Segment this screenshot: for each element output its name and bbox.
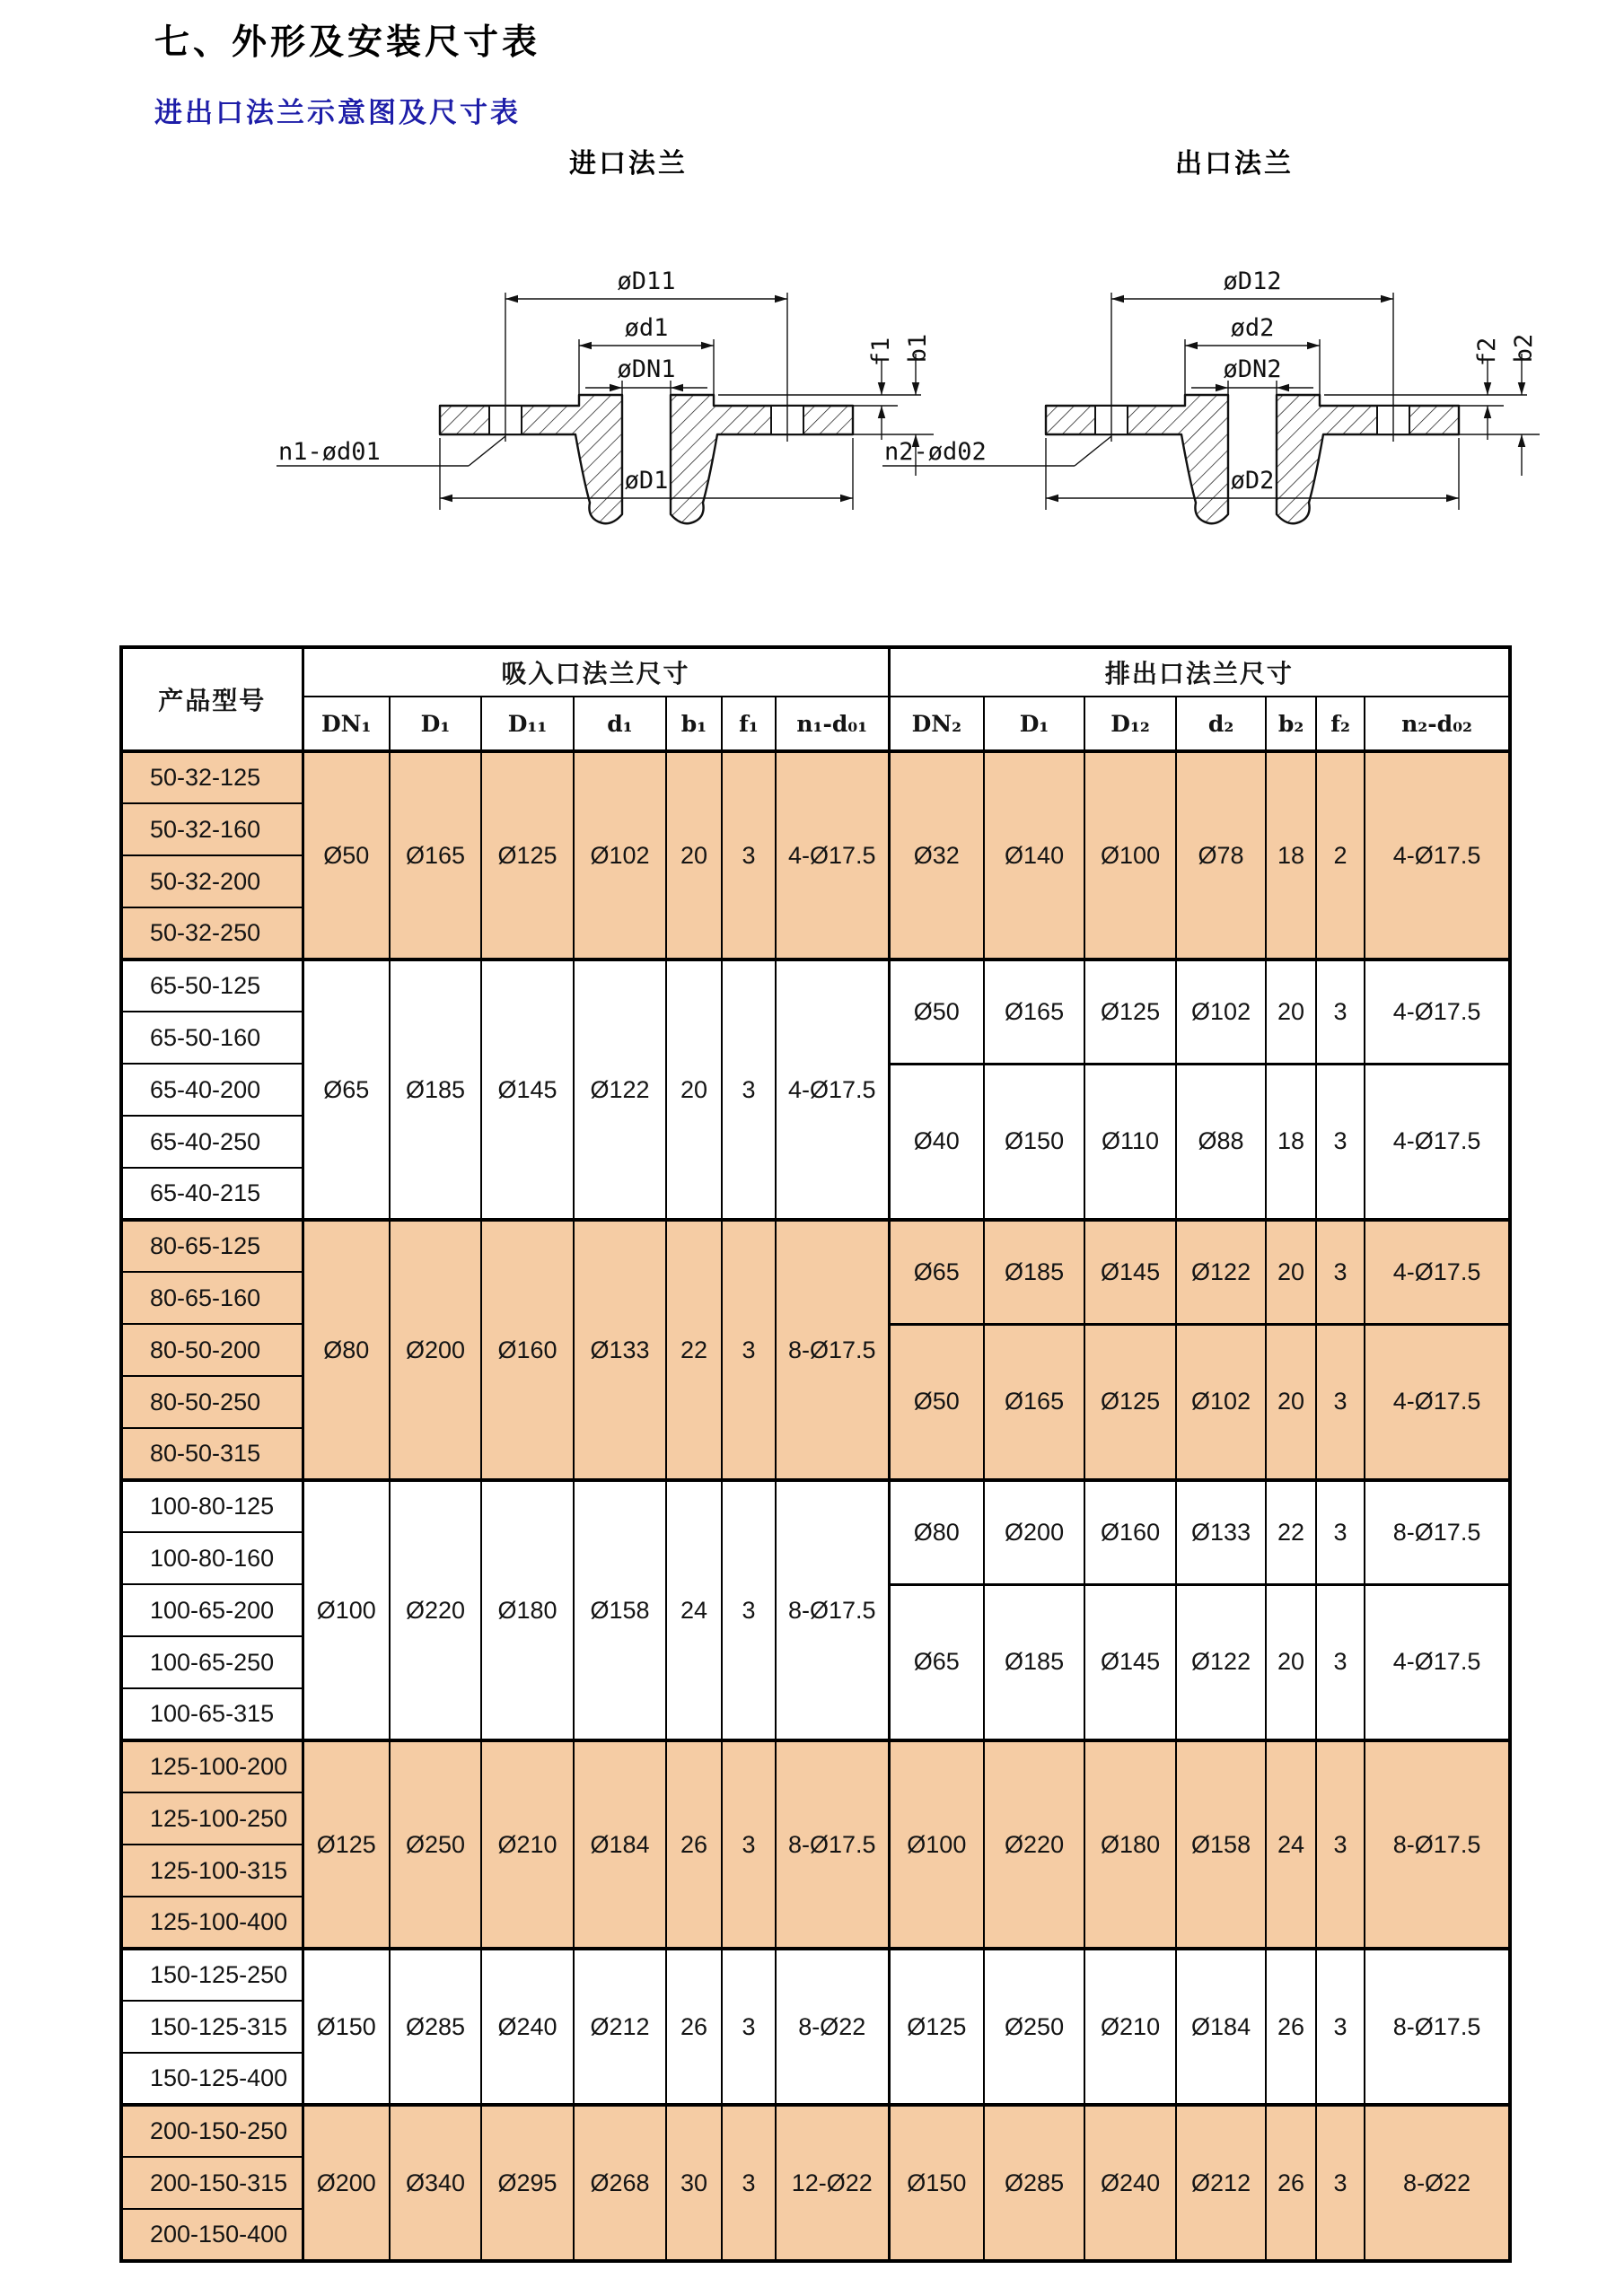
discharge-value-cell: 4-Ø17.5 [1365,1064,1510,1220]
inlet-flange-title: 进口法兰 [569,149,688,179]
suction-value-cell: Ø165 [390,751,481,960]
inlet-dim-bore-label: øDN1 [617,355,676,383]
table-row [121,1480,1510,1532]
discharge-value-cell: Ø122 [1176,1220,1266,1324]
discharge-value-cell: 22 [1266,1480,1316,1584]
discharge-flange-group-header: 排出口法兰尺寸 [889,647,1510,697]
product-model-cell: 200-150-315 [121,2157,303,2209]
outlet-flange-diagram [875,126,1558,548]
suction-value-cell: Ø122 [574,960,666,1220]
discharge-value-cell: Ø122 [1176,1584,1266,1740]
suction-value-cell: Ø184 [574,1740,666,1949]
product-model-cell: 100-80-160 [121,1532,303,1584]
discharge-value-cell: 20 [1266,1584,1316,1740]
discharge-value-cell: 3 [1316,2105,1365,2261]
col-header-d2-small: d₂ [1176,697,1266,751]
product-model-cell: 50-32-200 [121,855,303,907]
inlet-dim-outer-dia-label: øD1 [624,467,669,495]
suction-value-cell: 3 [722,2105,776,2261]
discharge-value-cell: Ø110 [1084,1064,1176,1220]
suction-value-cell: Ø80 [303,1220,390,1480]
page-subtitle: 进出口法兰示意图及尺寸表 [154,97,521,128]
discharge-value-cell: 4-Ø17.5 [1365,1584,1510,1740]
suction-value-cell: 8-Ø17.5 [776,1480,889,1740]
suction-value-cell: Ø160 [481,1220,574,1480]
discharge-value-cell: Ø212 [1176,2105,1266,2261]
suction-value-cell: Ø102 [574,751,666,960]
discharge-value-cell: Ø185 [984,1220,1084,1324]
suction-value-cell: 26 [666,1740,722,1949]
discharge-value-cell: Ø150 [889,2105,984,2261]
flange-table-body [121,751,1510,2261]
suction-value-cell: Ø133 [574,1220,666,1480]
product-model-cell: 65-40-215 [121,1168,303,1220]
suction-value-cell: 20 [666,751,722,960]
col-header-dn2: DN₂ [889,697,984,751]
col-header-b2: b₂ [1266,697,1316,751]
col-header-d2: D₁ [984,697,1084,751]
product-model-cell: 125-100-315 [121,1845,303,1897]
suction-value-cell: 3 [722,1740,776,1949]
product-model-cell: 80-65-125 [121,1220,303,1272]
discharge-value-cell: Ø133 [1176,1480,1266,1584]
outlet-dim-bolt-circle-label: øD12 [1223,267,1282,295]
suction-value-cell: 24 [666,1480,722,1740]
discharge-value-cell: Ø165 [984,960,1084,1064]
inlet-dim-bolt-holes-label: n1-ød01 [278,438,381,466]
discharge-value-cell: 8-Ø17.5 [1365,1949,1510,2105]
product-model-cell: 100-80-125 [121,1480,303,1532]
product-model-cell: 65-50-160 [121,1012,303,1064]
discharge-value-cell: 20 [1266,1324,1316,1480]
suction-value-cell: Ø185 [390,960,481,1220]
suction-value-cell: Ø180 [481,1480,574,1740]
suction-value-cell: 26 [666,1949,722,2105]
product-model-cell: 50-32-250 [121,907,303,960]
discharge-value-cell: Ø165 [984,1324,1084,1480]
suction-value-cell: Ø150 [303,1949,390,2105]
suction-value-cell: Ø340 [390,2105,481,2261]
product-model-cell: 80-50-250 [121,1376,303,1428]
suction-value-cell: Ø220 [390,1480,481,1740]
inlet-dim-raised-face-label: ød1 [624,314,669,342]
suction-value-cell: Ø212 [574,1949,666,2105]
suction-value-cell: Ø200 [390,1220,481,1480]
discharge-value-cell: 18 [1266,751,1316,960]
discharge-value-cell: Ø250 [984,1949,1084,2105]
suction-value-cell: Ø295 [481,2105,574,2261]
discharge-value-cell: 3 [1316,960,1365,1064]
table-row [121,960,1510,1012]
discharge-value-cell: 26 [1266,1949,1316,2105]
discharge-value-cell: Ø50 [889,960,984,1064]
outlet-dim-raised-face-label: ød2 [1230,314,1275,342]
table-row [121,1220,1510,1272]
outlet-dim-bore-label: øDN2 [1223,355,1282,383]
discharge-value-cell: 3 [1316,1480,1365,1584]
table-row [121,1949,1510,2001]
suction-value-cell: 8-Ø17.5 [776,1220,889,1480]
product-model-cell: 100-65-250 [121,1636,303,1688]
inlet-flange-cross-section [440,395,853,523]
inlet-flange-diagram [269,126,952,548]
discharge-value-cell: 3 [1316,1584,1365,1740]
suction-value-cell: Ø65 [303,960,390,1220]
suction-value-cell: 4-Ø17.5 [776,751,889,960]
discharge-value-cell: 20 [1266,1220,1316,1324]
product-model-header: 产品型号 [121,647,303,751]
discharge-value-cell: Ø140 [984,751,1084,960]
outlet-flange-svg [875,126,1558,548]
inlet-flange-svg [269,126,952,548]
discharge-value-cell: Ø145 [1084,1220,1176,1324]
discharge-value-cell: 3 [1316,1220,1365,1324]
discharge-value-cell: Ø65 [889,1220,984,1324]
outlet-dim-bolt-holes-label: n2-ød02 [884,438,987,466]
discharge-value-cell: Ø158 [1176,1740,1266,1949]
product-model-cell: 150-125-315 [121,2001,303,2053]
product-model-cell: 200-150-400 [121,2209,303,2261]
discharge-value-cell: 3 [1316,1324,1365,1480]
suction-value-cell: Ø125 [481,751,574,960]
discharge-value-cell: Ø100 [889,1740,984,1949]
discharge-value-cell: Ø150 [984,1064,1084,1220]
col-header-f1: f₁ [722,697,776,751]
discharge-value-cell: 4-Ø17.5 [1365,751,1510,960]
col-header-dn1: DN₁ [303,697,390,751]
discharge-value-cell: Ø145 [1084,1584,1176,1740]
suction-value-cell: Ø210 [481,1740,574,1949]
suction-value-cell: Ø240 [481,1949,574,2105]
product-model-cell: 65-40-200 [121,1064,303,1116]
inlet-dim-raised-height-label: f1 [867,337,895,367]
suction-value-cell: Ø285 [390,1949,481,2105]
suction-value-cell: Ø100 [303,1480,390,1740]
discharge-value-cell: Ø125 [1084,1324,1176,1480]
outlet-dim-thickness-label: b2 [1510,333,1538,364]
suction-value-cell: 20 [666,960,722,1220]
discharge-value-cell: 4-Ø17.5 [1365,960,1510,1064]
suction-value-cell: Ø145 [481,960,574,1220]
product-model-cell: 125-100-400 [121,1897,303,1949]
product-model-cell: 100-65-200 [121,1584,303,1636]
product-model-cell: 50-32-160 [121,803,303,855]
outlet-flange-title: 出口法兰 [1175,149,1294,179]
discharge-value-cell: 4-Ø17.5 [1365,1220,1510,1324]
suction-value-cell: 4-Ø17.5 [776,960,889,1220]
discharge-value-cell: 18 [1266,1064,1316,1220]
inlet-dim-bolt-circle-label: øD11 [617,267,676,295]
discharge-value-cell: Ø65 [889,1584,984,1740]
table-row [121,751,1510,803]
suction-value-cell: 3 [722,751,776,960]
discharge-value-cell: Ø185 [984,1584,1084,1740]
discharge-value-cell: 2 [1316,751,1365,960]
col-header-f2: f₂ [1316,697,1365,751]
inlet-dim-thickness-label: b1 [904,333,932,364]
discharge-value-cell: Ø184 [1176,1949,1266,2105]
discharge-value-cell: Ø220 [984,1740,1084,1949]
suction-value-cell: 8-Ø22 [776,1949,889,2105]
discharge-value-cell: Ø180 [1084,1740,1176,1949]
product-model-cell: 65-40-250 [121,1116,303,1168]
discharge-value-cell: Ø125 [1084,960,1176,1064]
col-header-d11: D₁₁ [481,697,574,751]
product-model-cell: 150-125-400 [121,2053,303,2105]
outlet-dim-outer-dia-label: øD2 [1230,467,1275,495]
product-model-cell: 100-65-315 [121,1688,303,1740]
table-row [121,1740,1510,1792]
discharge-value-cell: Ø32 [889,751,984,960]
discharge-value-cell: 20 [1266,960,1316,1064]
col-header-n2-d02: n₂-d₀₂ [1365,697,1510,751]
discharge-value-cell: 3 [1316,1949,1365,2105]
page-title: 七、外形及安装尺寸表 [154,23,541,62]
suction-flange-group-header: 吸入口法兰尺寸 [303,647,889,697]
discharge-value-cell: Ø50 [889,1324,984,1480]
discharge-value-cell: 24 [1266,1740,1316,1949]
discharge-value-cell: Ø40 [889,1064,984,1220]
suction-value-cell: 22 [666,1220,722,1480]
discharge-value-cell: Ø88 [1176,1064,1266,1220]
suction-value-cell: Ø250 [390,1740,481,1949]
product-model-cell: 125-100-200 [121,1740,303,1792]
discharge-value-cell: Ø78 [1176,751,1266,960]
discharge-value-cell: Ø100 [1084,751,1176,960]
col-header-d1-small: d₁ [574,697,666,751]
product-model-cell: 80-50-200 [121,1324,303,1376]
discharge-value-cell: 8-Ø17.5 [1365,1740,1510,1949]
discharge-value-cell: Ø125 [889,1949,984,2105]
suction-value-cell: Ø268 [574,2105,666,2261]
discharge-value-cell: 8-Ø17.5 [1365,1480,1510,1584]
col-header-n1-d01: n₁-d₀₁ [776,697,889,751]
suction-value-cell: Ø125 [303,1740,390,1949]
discharge-value-cell: Ø102 [1176,960,1266,1064]
suction-value-cell: 3 [722,1220,776,1480]
discharge-value-cell: 4-Ø17.5 [1365,1324,1510,1480]
table-row [121,2105,1510,2157]
discharge-value-cell: Ø160 [1084,1480,1176,1584]
col-header-b1: b₁ [666,697,722,751]
suction-value-cell: 3 [722,960,776,1220]
suction-value-cell: 12-Ø22 [776,2105,889,2261]
outlet-dim-raised-height-label: f2 [1473,337,1501,367]
suction-value-cell: Ø158 [574,1480,666,1740]
col-header-d12: D₁₂ [1084,697,1176,751]
discharge-value-cell: Ø285 [984,2105,1084,2261]
product-model-cell: 125-100-250 [121,1792,303,1845]
discharge-value-cell: Ø210 [1084,1949,1176,2105]
product-model-cell: 80-50-315 [121,1428,303,1480]
discharge-value-cell: Ø200 [984,1480,1084,1584]
product-model-cell: 50-32-125 [121,751,303,803]
discharge-value-cell: 26 [1266,2105,1316,2261]
outlet-flange-cross-section [1046,395,1459,523]
suction-value-cell: 3 [722,1480,776,1740]
suction-value-cell: 8-Ø17.5 [776,1740,889,1949]
suction-value-cell: 30 [666,2105,722,2261]
suction-value-cell: Ø50 [303,751,390,960]
discharge-value-cell: Ø80 [889,1480,984,1584]
discharge-value-cell: 3 [1316,1740,1365,1949]
flange-dimension-table [119,645,1512,2263]
discharge-value-cell: 3 [1316,1064,1365,1220]
suction-value-cell: 3 [722,1949,776,2105]
discharge-value-cell: Ø102 [1176,1324,1266,1480]
col-header-d1: D₁ [390,697,481,751]
suction-value-cell: Ø200 [303,2105,390,2261]
product-model-cell: 150-125-250 [121,1949,303,2001]
discharge-value-cell: 8-Ø22 [1365,2105,1510,2261]
product-model-cell: 200-150-250 [121,2105,303,2157]
discharge-value-cell: Ø240 [1084,2105,1176,2261]
product-model-cell: 65-50-125 [121,960,303,1012]
product-model-cell: 80-65-160 [121,1272,303,1324]
